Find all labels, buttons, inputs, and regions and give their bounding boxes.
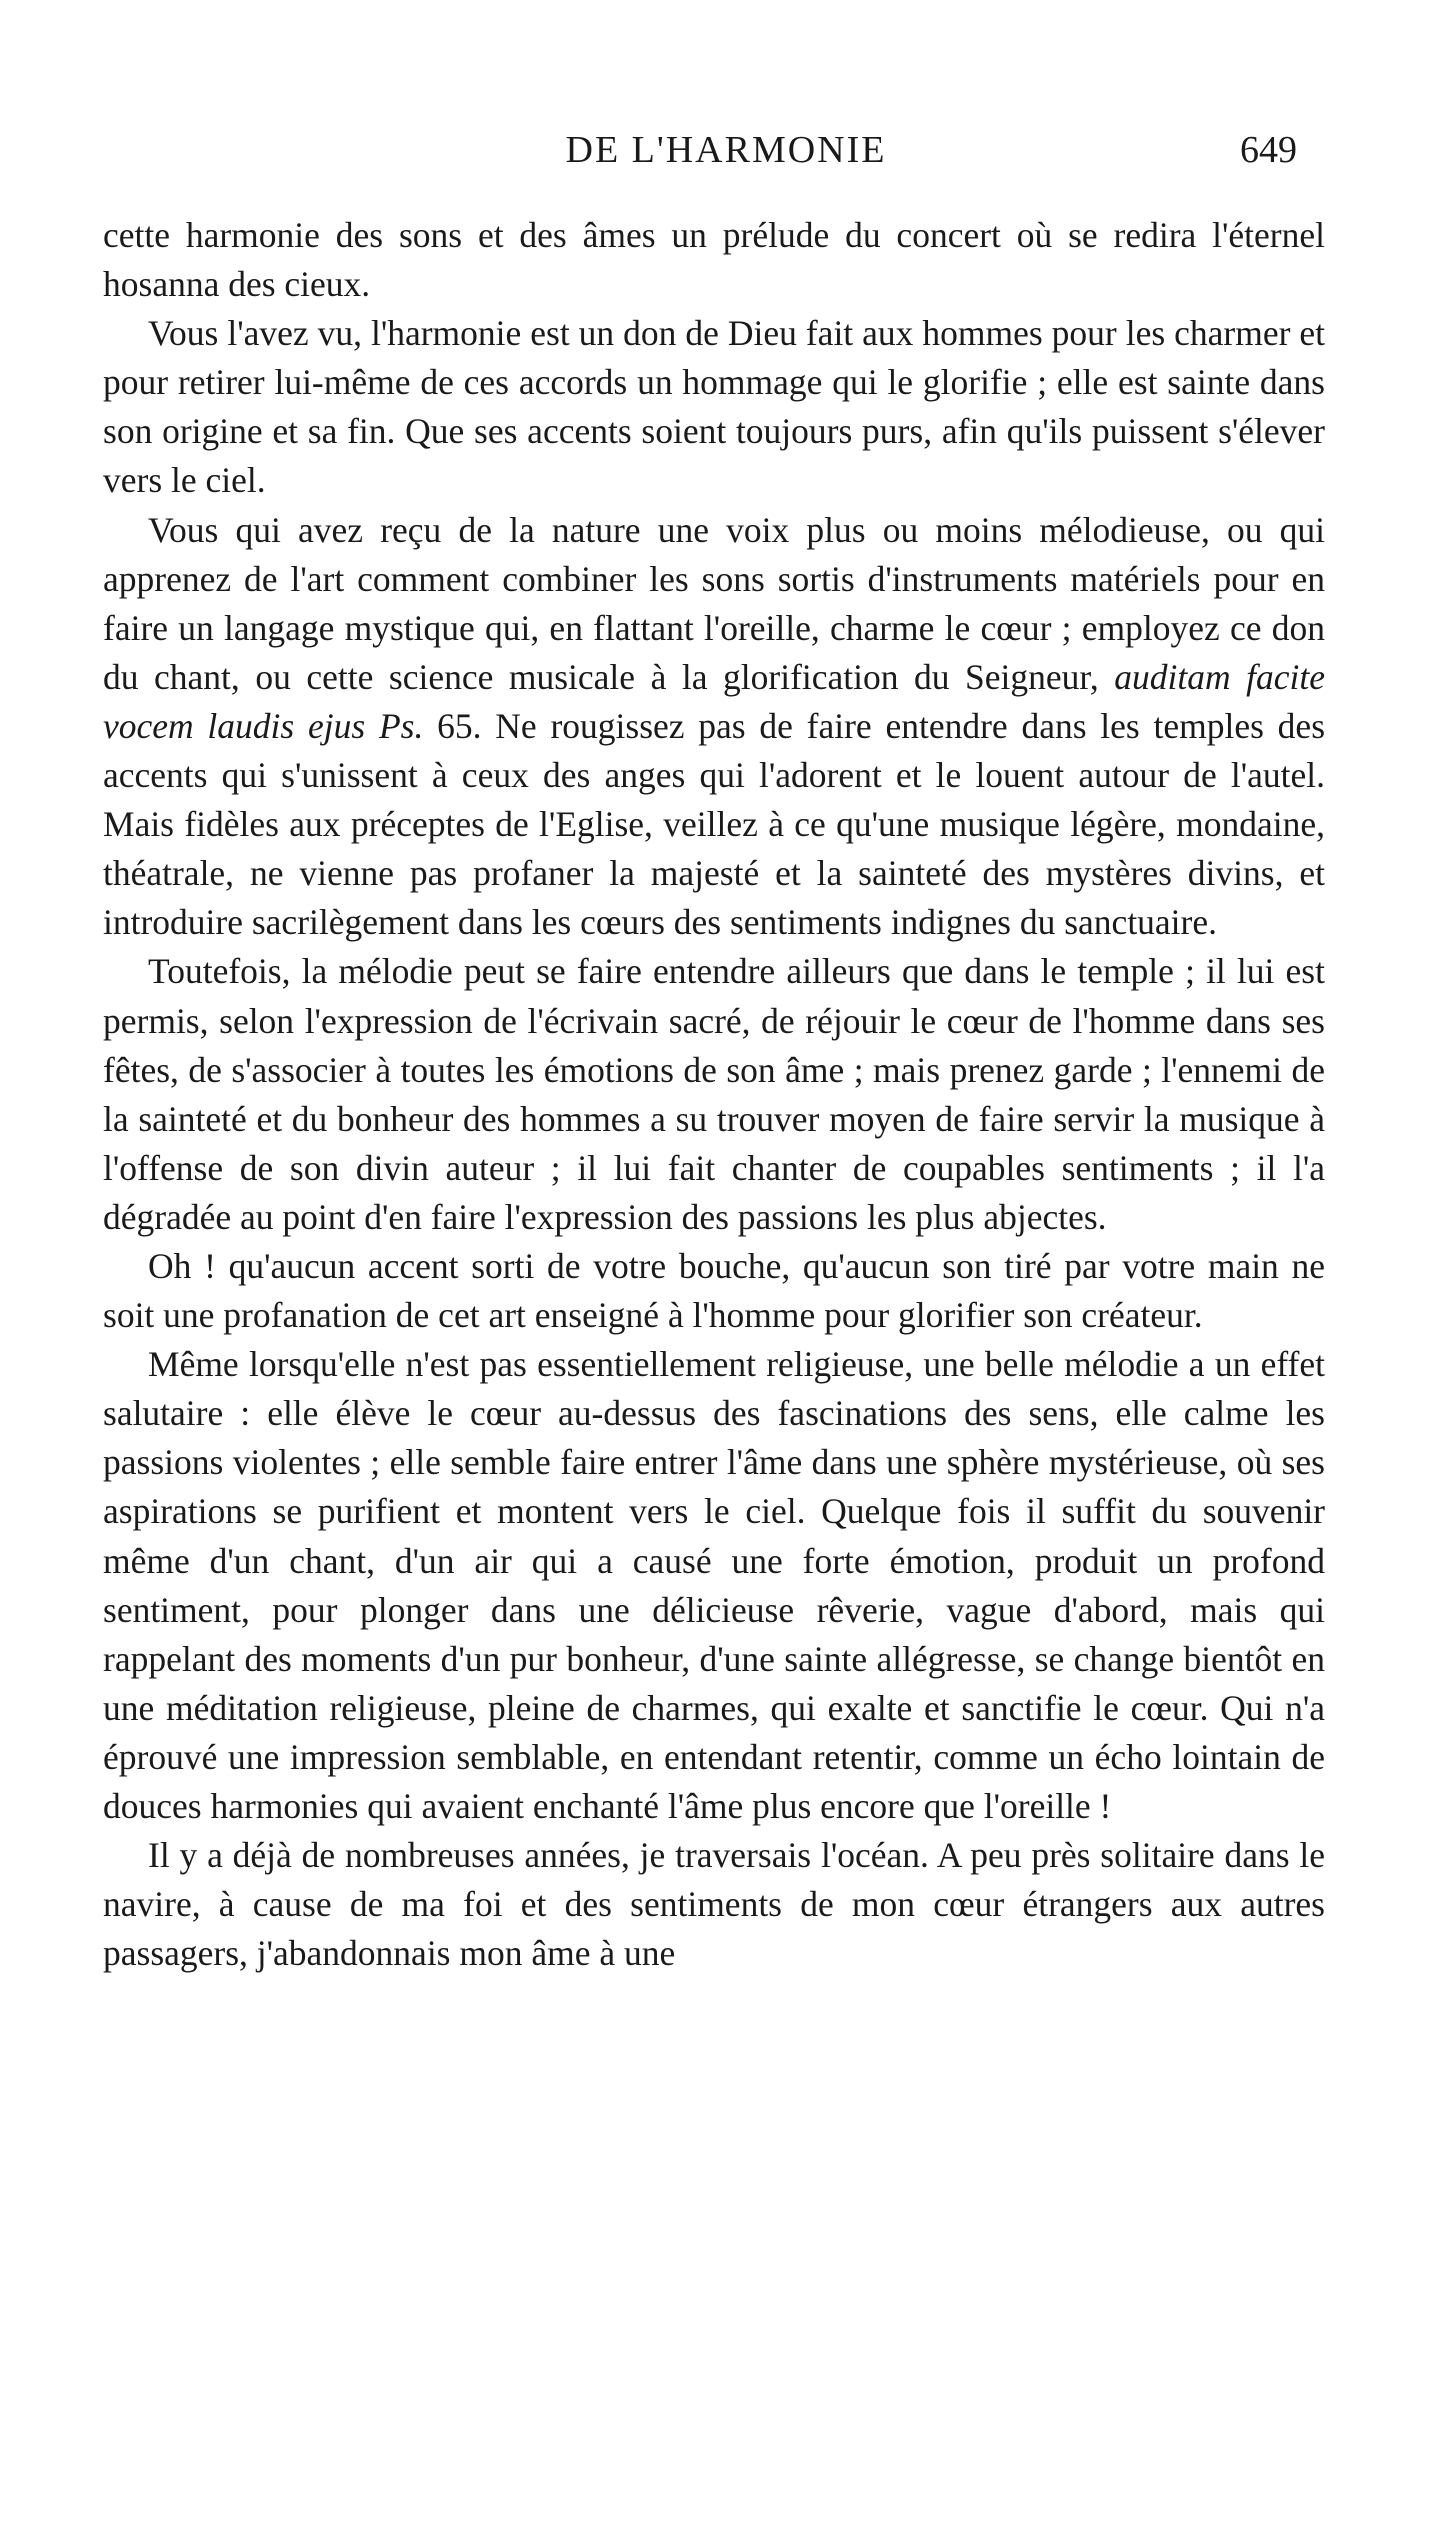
- psalm-reference: Ps.: [378, 705, 424, 746]
- paragraph-2: Vous l'avez vu, l'harmonie est un don de Dieu fait aux hommes pour les charmer et pour retirer lui-même de ces accords un hommage qui le glorifie ; elle est sainte dans son origine et sa fin. Que ses accents soient toujours purs, afin qu'ils puissent s'élever vers le ciel.: [103, 313, 1325, 501]
- page-header: [0, 128, 1452, 188]
- paragraph-4: Toutefois, la mélodie peut se faire entendre ailleurs que dans le temple ; il lui est permis, selon l'expression de l'écrivain sacré, de réjouir le cœur de l'homme dans ses fêtes, de s'associer à toutes les émotions de son âme ; mais prenez garde ; l'ennemi de la sainteté et du bonheur des hommes a su trouver moyen de faire servir la musique à l'offense de son divin auteur ; il lui fait chanter de coupables sentiments ; il l'a dégradée au point d'en faire l'expression des passions les plus abjectes.: [103, 951, 1325, 1237]
- paragraph-3-continued: 65. Ne rougissez pas de faire entendre dans les temples des accents qui s'unissent à ceux des anges qui l'adorent et le louent autour de l'autel. Mais fidèles aux préceptes de l'Eglise, veillez à ce qu'une musique légère, mondaine, théatrale, ne vienne pas profaner la majesté et la sainteté des mystères divins, et introduire sacrilègement dans les cœurs des sentiments indignes du sanctuaire.: [103, 705, 1326, 943]
- paragraph-3-text: Vous qui avez reçu de la nature une voix plus ou moins mélodieuse, ou qui apprenez de l'art comment combiner les sons sortis d'instruments matériels pour en faire un langage mystique qui, en flattant l'oreille, charme le cœur ; employez ce don du chant, ou cette science musicale à la glorification du Seigneur,: [103, 509, 1325, 697]
- paragraph-7: Il y a déjà de nombreuses années, je traversais l'océan. A peu près solitaire dans le navire, à cause de ma foi et des sentiments de mon cœur étrangers aux autres passagers, j'abandonnais mon âme à une: [103, 1835, 1325, 1974]
- paragraph-3: [103, 506, 1325, 948]
- paragraph-5: Oh ! qu'aucun accent sorti de votre bouche, qu'aucun son tiré par votre main ne soit une profanation de cet art enseigné à l'homme pour glorifier son créateur.: [103, 1245, 1325, 1336]
- body-text: [103, 211, 1325, 1978]
- paragraph-1: cette harmonie des sons et des âmes un prélude du concert où se redira l'éternel hosanna des cieux.: [103, 215, 1325, 305]
- running-title: DE L'HARMONIE: [565, 129, 887, 171]
- page-number: 649: [1240, 129, 1297, 171]
- latin-quote: auditam facite vocem laudis ejus: [103, 656, 1326, 746]
- paragraph-6: Même lorsqu'elle n'est pas essentiellement religieuse, une belle mélodie a un effet salutaire : elle élève le cœur au-dessus des fascinations des sens, elle calme les passions violentes ; elle semble faire entrer l'âme dans une sphère mystérieuse, où ses aspirations se purifient et montent vers le ciel. Quelque fois il suffit du souvenir même d'un chant, d'un air qui a causé une forte émotion, produit un profond sentiment, pour plonger dans une délicieuse rêverie, vague d'abord, mais qui rappelant des moments d'un pur bonheur, d'une sainte allégresse, se change bientôt en une méditation religieuse, pleine de charmes, qui exalte et sanctifie le cœur. Qui n'a éprouvé une impression semblable, en entendant retentir, comme un écho lointain de douces harmonies qui avaient enchanté l'âme plus encore que l'oreille !: [103, 1344, 1325, 1826]
